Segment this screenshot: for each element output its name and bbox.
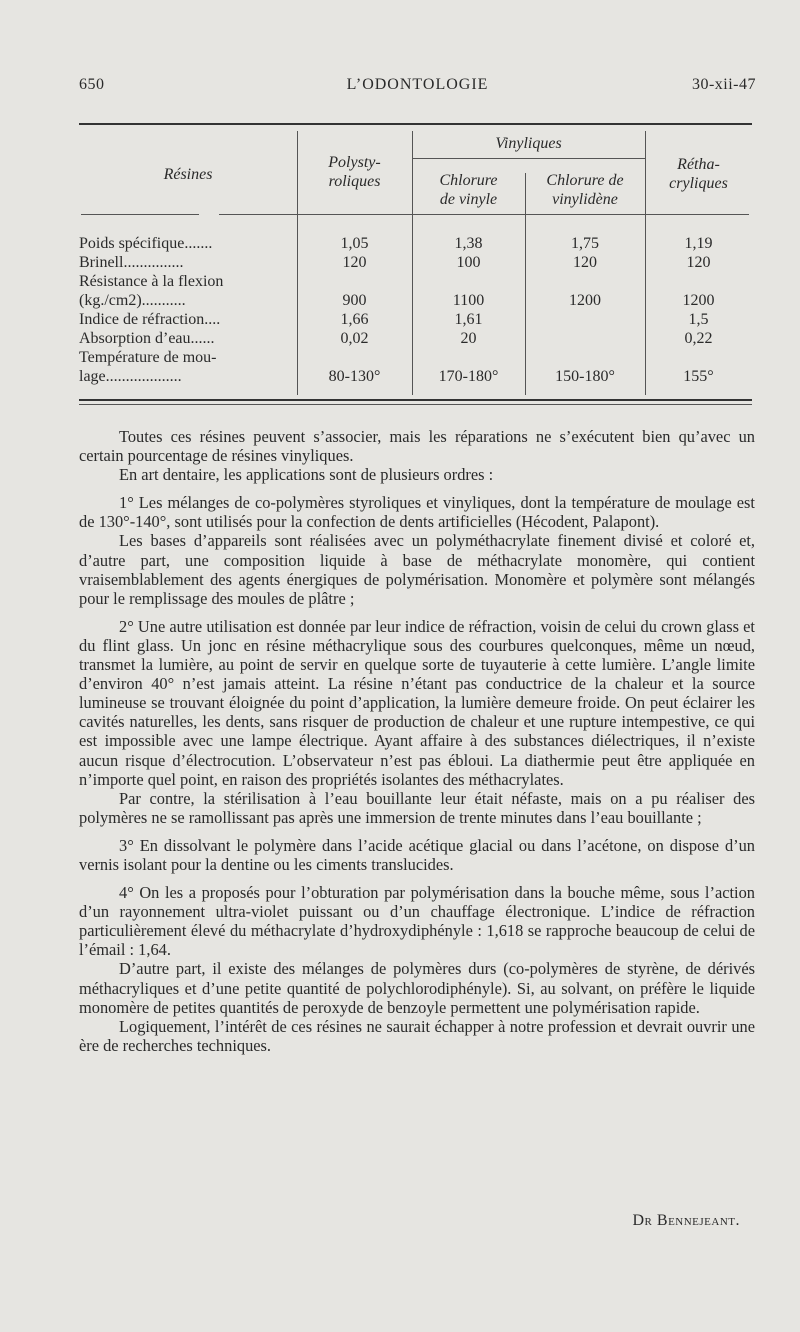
row-label: Indice de réfraction.... <box>79 311 221 328</box>
paragraph: Les bases d’appareils sont réalisées avec un polyméthacrylate finement divisé et coloré et, d’autre part, une composition liquide à base de méthacrylate monomère, qui contient vraisemblablement des agents énergiques de polymérisation. Monomère et polymère sont mélangés pour le remplissage des moules de plâtre ; <box>79 531 755 608</box>
table-bottom-rule <box>79 399 752 401</box>
cell-methacryliques: 155° <box>683 368 714 385</box>
cell-polystyroliques: 80-130° <box>328 368 381 385</box>
cell-methacryliques: 1,19 <box>684 235 713 252</box>
row-label: Température de mou- <box>79 349 217 366</box>
paragraph: 4° On les a proposés pour l’obturation par polymérisation dans la bouche même, sous l’action d’un rayonnement ultra-violet puissant ou d’un chauffage électronique. L’indice de réfraction particulièrement élevé du méthacrylate d’hydroxydiphényle : 1,618 se rapproche beaucoup de celui de l’émail : 1,64. <box>79 883 755 960</box>
row-label: Résistance à la flexion <box>79 273 224 290</box>
cell-polystyroliques: 1,66 <box>340 311 369 328</box>
header-rule <box>219 214 749 215</box>
header-methacryliques: Rétha- cryliques <box>669 156 728 192</box>
cell-polystyroliques: 1,05 <box>340 235 369 252</box>
cell-chlorure-vinyle: 1,61 <box>454 311 483 328</box>
cell-chlorure-vinyle: 20 <box>460 330 477 347</box>
cell-chlorure-vinyle: 170-180° <box>438 368 499 385</box>
paragraph: Logiquement, l’intérêt de ces résines ne saurait échapper à notre profession et devrait ouvrir une ère de recherches techniques. <box>79 1016 755 1055</box>
row-label-cont: lage................... <box>79 368 182 385</box>
paragraph: En art dentaire, les applications sont de plusieurs ordres : <box>119 465 494 485</box>
paragraph: 2° Une autre utilisation est donnée par leur indice de réfraction, voisin de celui du crown glass et du flint glass. Un jonc en résine méthacrylique sous des courbures quelconques, même un nœud, transmet la lumière, au point de servir en quelque sorte de tuyauterie à cette lumière. L’angle limite d’environ 40° n’est jamais atteint. La résine n’étant pas conductrice de la chaleur et la source lumineuse se trouvant éloignée du point d’application, la lumière demeure froide. On peut éclairer les cavités naturelles, les dents, sans risquer de production de chaleur et une rupture intempestive, ce qui est impossible avec une lampe électrique. Ayant affaire à des substances diélectriques, il n’existe aucun risque d’électrocution. L’observateur n’est pas ébloui. La diathermie peut être appliquée en n’importe quel point, en raison des propriétés isolantes des méthacrylates. <box>79 616 755 789</box>
row-label: Absorption d’eau...... <box>79 330 215 347</box>
page-number: 650 <box>79 76 105 93</box>
cell-polystyroliques: 900 <box>342 292 367 309</box>
cell-methacryliques: 1,5 <box>688 311 709 328</box>
cell-chlorure-vinyle: 1100 <box>452 292 485 309</box>
row-label: Brinell............... <box>79 254 184 271</box>
cell-chlorure-vinylidene: 1,75 <box>571 235 599 252</box>
header-polystyroliques: Polysty- roliques <box>328 154 381 190</box>
header-chlorure-vinyle: Chlorure de vinyle <box>439 172 498 208</box>
row-label-cont: (kg./cm2)........... <box>79 292 186 309</box>
cell-chlorure-vinylidene: 120 <box>573 254 597 271</box>
issue-date: 30-xii-47 <box>691 76 756 93</box>
header-chlorure-vinylidene: Chlorure de vinylidène <box>546 172 624 208</box>
cell-methacryliques: 0,22 <box>684 330 713 347</box>
cell-methacryliques: 1200 <box>682 292 715 309</box>
vinyliques-rule <box>412 158 645 159</box>
paragraph: Par contre, la stérilisation à l’eau bouillante leur était néfaste, mais on a pu réaliser des polymères ne se ramollissant pas après une immersion de trente minutes dans l’eau bouillante ; <box>79 788 755 827</box>
table-top-rule <box>79 123 752 125</box>
cell-methacryliques: 120 <box>686 254 711 271</box>
paragraph: D’autre part, il existe des mélanges de polymères durs (co-polymères de styrène, de dérivés méthacryliques et d’une petite quantité de polychlorodiphényle). Si, au solvant, on préfère le liquide monomère de petites quantités de peroxyde de benzoyle permettent une polymérisation rapide. <box>79 959 755 1017</box>
header-vinyliques: Vinyliques <box>495 135 562 152</box>
row-label: Poids spécifique....... <box>79 235 213 252</box>
author-signature: Dr Bennejeant. <box>632 1212 740 1229</box>
cell-polystyroliques: 0,02 <box>340 330 369 347</box>
cell-polystyroliques: 120 <box>342 254 367 271</box>
journal-title: L’ODONTOLOGIE <box>346 76 489 93</box>
header-rule <box>81 214 199 215</box>
cell-chlorure-vinyle: 100 <box>456 254 481 271</box>
article-body <box>79 427 755 1055</box>
cell-chlorure-vinylidene: 1200 <box>569 292 601 309</box>
cell-chlorure-vinyle: 1,38 <box>454 235 483 252</box>
paragraph: Toutes ces résines peuvent s’associer, mais les réparations ne s’exécutent bien qu’avec un certain pourcentage de résines vinyliques. <box>79 427 755 466</box>
properties-table <box>79 123 752 405</box>
cell-chlorure-vinylidene: 150-180° <box>555 368 615 385</box>
paragraph: 1° Les mélanges de co-polymères styroliques et vinyliques, dont la température de moulage est de 130°-140°, sont utilisés pour la confection de dents artificielles (Hécodent, Palapont). <box>79 493 755 532</box>
header-resines: Résines <box>163 166 213 183</box>
paragraph: 3° En dissolvant le polymère dans l’acide acétique glacial ou dans l’acétone, on dispose d’un vernis isolant pour la dentine ou les ciments translucides. <box>79 835 755 874</box>
table-bottom-rule-thin <box>79 404 752 405</box>
